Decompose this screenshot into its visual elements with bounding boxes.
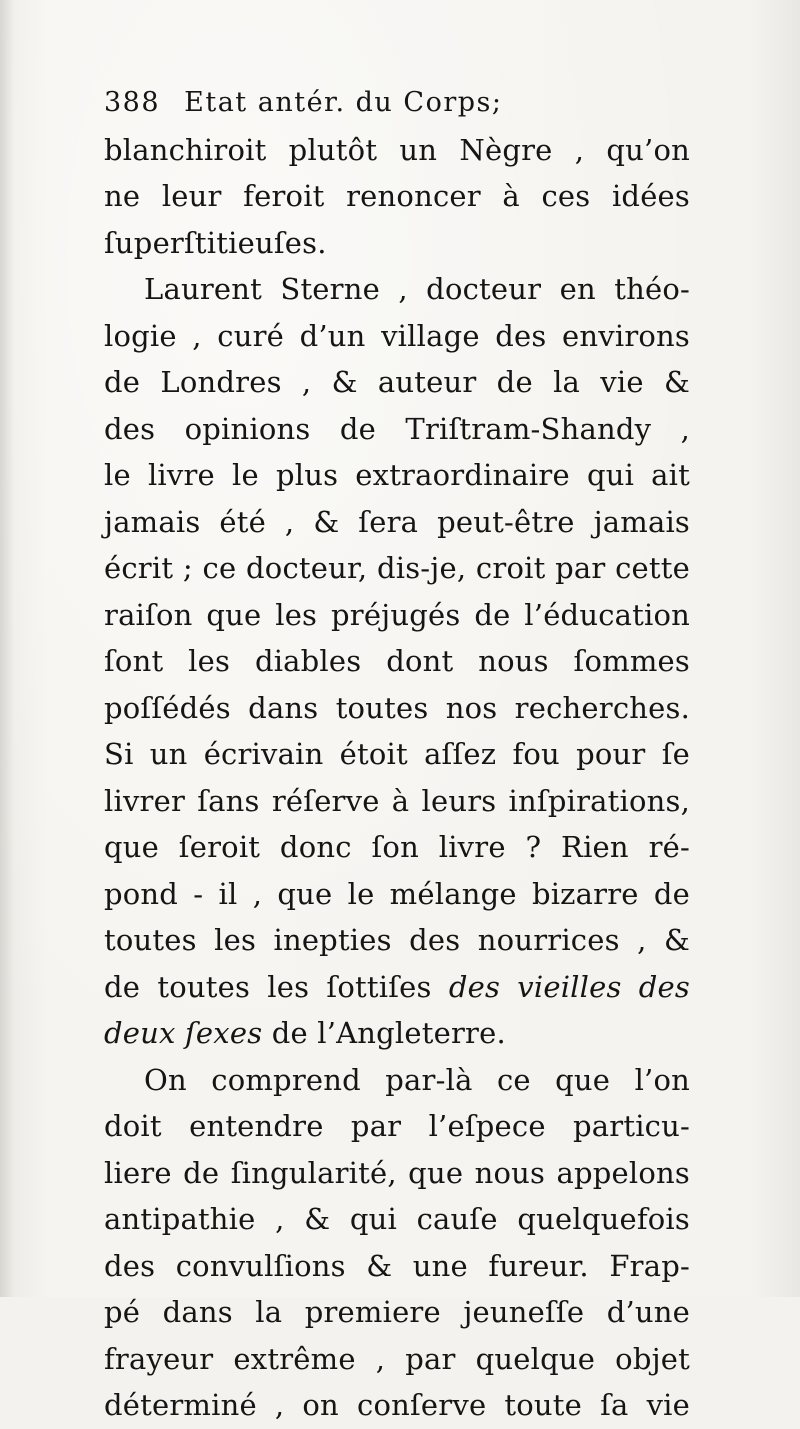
text-line: doit entendre par l’eſpece particu- [104,1109,690,1143]
text-line: frayeur extrême , par quelque objet [104,1341,690,1376]
text-line: poſſédés dans toutes nos recherches. [104,690,690,725]
text-line: blanchiroit plutôt un Nègre , qu’on [104,132,690,167]
text-line: toutes les inepties des nourrices , & [104,923,690,957]
paragraph-start: Laurent Sterne , docteur en théo- [144,272,690,306]
text-line: Si un écrivain étoit aſſez fou pour ſe [104,737,690,771]
running-title: Etat antér. du Corps; [184,87,503,118]
text-line: livrer ſans réſerve à leurs inſpirations, [104,783,690,818]
text-line: raiſon que les préjugés de l’éducation [104,597,690,632]
italic-text: deux ſexes [104,1016,263,1050]
roman-text: de l’Angleterre. [262,1016,506,1050]
text-line: pé dans la premiere jeuneſſe d’une [104,1295,690,1329]
text-line: ſuperſtitieuſes. [104,225,327,260]
text-line-mixed [104,1010,690,1057]
page-number: 388 [104,87,161,118]
text-line: de Londres , & auteur de la vie & [104,365,690,399]
page-text [104,80,690,1429]
text-line: pond - il , que le mélange bizarre de [104,876,690,911]
text-line: le livre le plus extraordinaire qui ait [104,458,690,492]
roman-text: de toutes les ſottiſes [104,969,449,1004]
text-line: déterminé , on conſerve toute ſa vie [104,1388,690,1422]
text-line: des opinions de Triſtram-Shandy , [104,411,690,446]
text-line: ſont les diables dont nous ſommes [104,644,690,678]
text-line: antipathie , & qui cauſe quelquefois [104,1202,690,1236]
text-line: écrit ; ce docteur, dis-je, croit par cette [104,551,690,585]
text-line: ne leur feroit renoncer à ces idées [104,179,690,213]
italic-text: des vieilles des [448,969,691,1004]
running-header [104,80,690,127]
text-line: logie , curé d’un village des environs [104,318,690,353]
paragraph-start: On comprend par-là ce que l’on [144,1062,690,1097]
page-gutter-shadow [0,0,14,1297]
text-line-mixed [104,964,690,1011]
text-line: des convulſions & une fureur. Frap- [104,1248,690,1283]
text-line: liere de ſingularité, que nous appelons [104,1155,690,1190]
text-line: jamais été , & ſera peut-être jamais [104,504,690,539]
text-line: que ſeroit donc ſon livre ? Rien ré- [104,830,690,864]
